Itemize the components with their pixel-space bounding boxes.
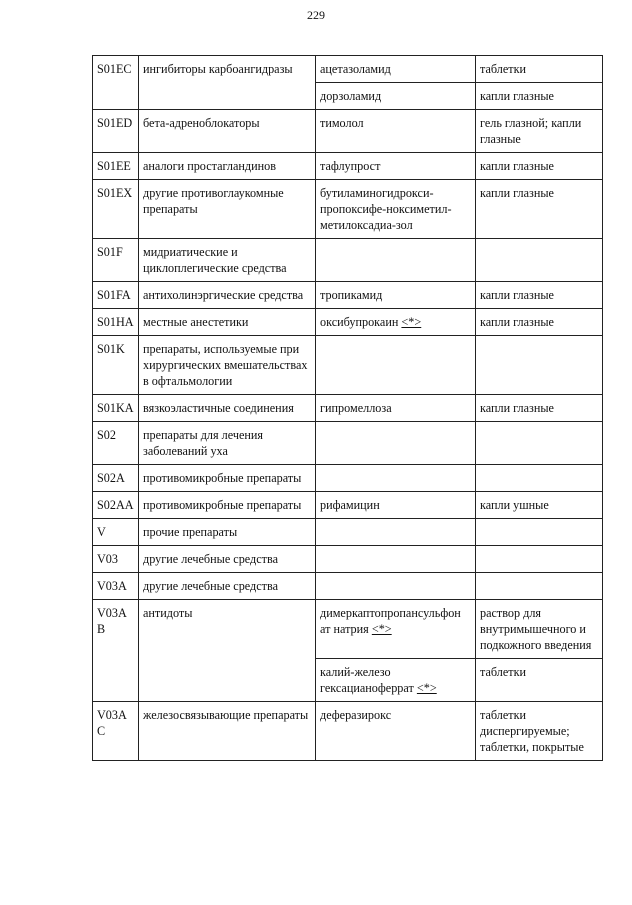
table-row (93, 519, 603, 546)
substance-cell (316, 83, 476, 110)
substance-cell (316, 239, 476, 282)
group-name-cell: бета-адреноблокаторы (139, 110, 316, 153)
table-row (93, 702, 603, 761)
table-row (93, 600, 603, 659)
group-name-cell: препараты для лечения заболеваний уха (139, 422, 316, 465)
page-number: 229 (307, 8, 325, 22)
group-name-cell: мидриатические и циклоплегические средства (139, 239, 316, 282)
atc-code-cell: S01HA (93, 309, 139, 336)
group-name-cell: ингибиторы карбоангидразы (139, 56, 316, 110)
substance-name: тафлупрост (320, 159, 381, 173)
atc-code-cell: S01F (93, 239, 139, 282)
table-row (93, 336, 603, 395)
atc-code-cell: S01KA (93, 395, 139, 422)
substance-cell (316, 519, 476, 546)
substance-cell (316, 336, 476, 395)
group-name-cell: местные анестетики (139, 309, 316, 336)
table-row (93, 56, 603, 83)
group-name-cell: другие лечебные средства (139, 573, 316, 600)
substance-name: дорзоламид (320, 89, 382, 103)
group-name-cell: прочие препараты (139, 519, 316, 546)
substance-name: тимолол (320, 116, 364, 130)
dosage-form-cell: капли глазные (476, 282, 603, 309)
footnote-mark[interactable]: <*> (416, 681, 437, 695)
dosage-form-cell (476, 422, 603, 465)
dosage-form-cell (476, 546, 603, 573)
table-row (93, 180, 603, 239)
atc-code-cell: S01EX (93, 180, 139, 239)
drug-classification-table (92, 55, 603, 761)
dosage-form-cell: капли глазные (476, 395, 603, 422)
substance-name: ацетазоламид (320, 62, 391, 76)
atc-code-cell: V03A C (93, 702, 139, 761)
dosage-form-cell: капли глазные (476, 180, 603, 239)
substance-name: оксибупрокаин (320, 315, 399, 329)
group-name-cell: противомикробные препараты (139, 465, 316, 492)
dosage-form-cell: гель глазной; капли глазные (476, 110, 603, 153)
substance-cell (316, 465, 476, 492)
substance-name: димеркаптопропансульфон ат натрия (320, 606, 461, 636)
dosage-form-cell: таблетки (476, 56, 603, 83)
group-name-cell: антихолинэргические средства (139, 282, 316, 309)
group-name-cell: аналоги простагландинов (139, 153, 316, 180)
substance-cell (316, 309, 476, 336)
table-row (93, 422, 603, 465)
group-name-cell: антидоты (139, 600, 316, 702)
group-name-cell: противомикробные препараты (139, 492, 316, 519)
substance-cell (316, 702, 476, 761)
dosage-form-cell (476, 573, 603, 600)
dosage-form-cell (476, 239, 603, 282)
substance-cell (316, 492, 476, 519)
substance-cell (316, 659, 476, 702)
group-name-cell: вязкоэластичные соединения (139, 395, 316, 422)
table-row (93, 465, 603, 492)
dosage-form-cell: капли глазные (476, 83, 603, 110)
atc-code-cell: S01ED (93, 110, 139, 153)
dosage-form-cell: капли глазные (476, 153, 603, 180)
dosage-form-cell: таблетки диспергируемые; таблетки, покрытые (476, 702, 603, 761)
dosage-form-cell: таблетки (476, 659, 603, 702)
substance-cell (316, 422, 476, 465)
table-row (93, 309, 603, 336)
substance-cell (316, 180, 476, 239)
table-row (93, 282, 603, 309)
atc-code-cell: S01K (93, 336, 139, 395)
dosage-form-cell (476, 519, 603, 546)
atc-code-cell: S01EC (93, 56, 139, 110)
substance-cell (316, 56, 476, 83)
atc-code-cell: V03 (93, 546, 139, 573)
table-row (93, 239, 603, 282)
group-name-cell: другие противоглаукомные препараты (139, 180, 316, 239)
footnote-mark[interactable]: <*> (401, 315, 422, 329)
dosage-form-cell (476, 336, 603, 395)
substance-cell (316, 600, 476, 659)
substance-name: тропикамид (320, 288, 383, 302)
atc-code-cell: S01FA (93, 282, 139, 309)
atc-code-cell: S02AA (93, 492, 139, 519)
substance-cell (316, 573, 476, 600)
substance-cell (316, 282, 476, 309)
dosage-form-cell (476, 465, 603, 492)
table-row (93, 153, 603, 180)
footnote-mark[interactable]: <*> (371, 622, 392, 636)
table-row (93, 395, 603, 422)
substance-cell (316, 546, 476, 573)
atc-code-cell: V03A B (93, 600, 139, 702)
substance-name: гипромеллоза (320, 401, 392, 415)
table-row (93, 110, 603, 153)
group-name-cell: другие лечебные средства (139, 546, 316, 573)
atc-code-cell: V03A (93, 573, 139, 600)
dosage-form-cell: капли глазные (476, 309, 603, 336)
substance-name: рифамицин (320, 498, 380, 512)
substance-name: калий-железо гексацианоферрат (320, 665, 414, 695)
dosage-form-cell: капли ушные (476, 492, 603, 519)
substance-name: деферазирокс (320, 708, 392, 722)
substance-cell (316, 110, 476, 153)
atc-code-cell: V (93, 519, 139, 546)
atc-code-cell: S02 (93, 422, 139, 465)
substance-name: бутиламиногидрокси-пропоксифе-ноксиметил-метилоксадиа-зол (320, 186, 452, 232)
table-row (93, 546, 603, 573)
substance-cell (316, 153, 476, 180)
atc-code-cell: S02A (93, 465, 139, 492)
table-row (93, 573, 603, 600)
atc-code-cell: S01EE (93, 153, 139, 180)
dosage-form-cell: раствор для внутримышечного и подкожного введения (476, 600, 603, 659)
table-row (93, 492, 603, 519)
group-name-cell: железосвязывающие препараты (139, 702, 316, 761)
substance-cell (316, 395, 476, 422)
group-name-cell: препараты, используемые при хирургических вмешательствах в офтальмологии (139, 336, 316, 395)
